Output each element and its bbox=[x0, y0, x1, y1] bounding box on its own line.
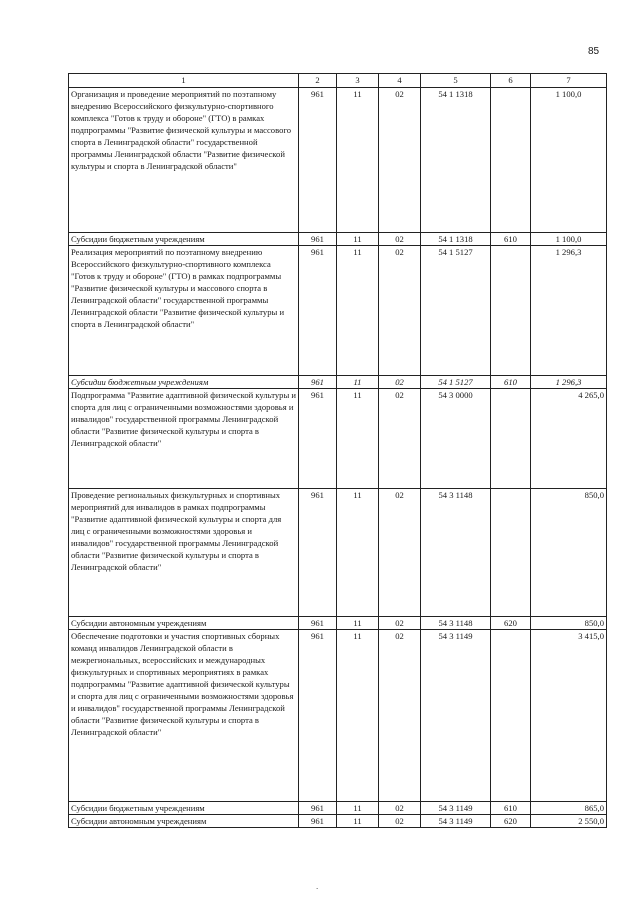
row-code-target: 54 3 1149 bbox=[421, 630, 491, 802]
row-code-section: 11 bbox=[337, 389, 379, 489]
row-code-expense-type bbox=[491, 88, 531, 233]
row-code-section: 11 bbox=[337, 617, 379, 630]
table-row bbox=[69, 802, 607, 815]
row-amount: 1 296,3 bbox=[531, 246, 607, 376]
row-description: Субсидии бюджетным учреждениям bbox=[69, 233, 299, 246]
table-row bbox=[69, 389, 607, 489]
row-code-ministry: 961 bbox=[299, 376, 337, 389]
footer-mark: . bbox=[316, 882, 319, 891]
row-description: Субсидии автономным учреждениям bbox=[69, 815, 299, 828]
row-amount: 1 100,0 bbox=[531, 233, 607, 246]
row-code-subsection: 02 bbox=[379, 489, 421, 617]
row-code-subsection: 02 bbox=[379, 630, 421, 802]
row-code-section: 11 bbox=[337, 489, 379, 617]
table-row bbox=[69, 233, 607, 246]
row-code-subsection: 02 bbox=[379, 88, 421, 233]
row-amount: 1 296,3 bbox=[531, 376, 607, 389]
row-code-target: 54 1 5127 bbox=[421, 376, 491, 389]
row-code-expense-type: 610 bbox=[491, 376, 531, 389]
row-code-ministry: 961 bbox=[299, 88, 337, 233]
row-code-subsection: 02 bbox=[379, 246, 421, 376]
row-description: Подпрограмма "Развитие адаптивной физической культуры и спорта для лиц с ограниченными возможностями здоровья и инвалидов" государственной программы Ленинградской области "Развитие физической культуры и спорта в Ленинградской области" bbox=[69, 389, 299, 489]
row-code-ministry: 961 bbox=[299, 802, 337, 815]
row-code-subsection: 02 bbox=[379, 389, 421, 489]
column-header-3: 3 bbox=[337, 74, 379, 88]
row-code-subsection: 02 bbox=[379, 617, 421, 630]
table-row bbox=[69, 88, 607, 233]
row-amount: 850,0 bbox=[531, 489, 607, 617]
row-code-ministry: 961 bbox=[299, 815, 337, 828]
row-code-ministry: 961 bbox=[299, 617, 337, 630]
row-amount: 865,0 bbox=[531, 802, 607, 815]
row-description: Обеспечение подготовки и участия спортивных сборных команд инвалидов Ленинградской области в межрегиональных, всероссийских и международных физкультурных и спортивных мероприятиях в рамках подпрограммы "Развитие адаптивной физической культуры и спорта для лиц с ограниченными возможностями здоровья и инвалидов" государственной программы Ленинградской области "Развитие физической культуры и спорта в Ленинградской области" bbox=[69, 630, 299, 802]
row-code-section: 11 bbox=[337, 376, 379, 389]
row-code-ministry: 961 bbox=[299, 389, 337, 489]
row-code-ministry: 961 bbox=[299, 489, 337, 617]
row-amount: 850,0 bbox=[531, 617, 607, 630]
row-code-section: 11 bbox=[337, 246, 379, 376]
table-row bbox=[69, 815, 607, 828]
row-code-target: 54 3 1148 bbox=[421, 617, 491, 630]
row-code-subsection: 02 bbox=[379, 376, 421, 389]
row-code-section: 11 bbox=[337, 88, 379, 233]
row-code-expense-type bbox=[491, 246, 531, 376]
row-code-expense-type: 620 bbox=[491, 815, 531, 828]
row-description: Проведение региональных физкультурных и спортивных мероприятий для инвалидов в рамках подпрограммы "Развитие адаптивной физической культуры и спорта для лиц с ограниченными возможностями здоровья и инвалидов" государственной программы Ленинградской области "Развитие физической культуры и спорта в Ленинградской области" bbox=[69, 489, 299, 617]
column-header-4: 4 bbox=[379, 74, 421, 88]
row-code-target: 54 3 1149 bbox=[421, 815, 491, 828]
row-code-section: 11 bbox=[337, 233, 379, 246]
row-code-expense-type: 610 bbox=[491, 802, 531, 815]
table-row bbox=[69, 617, 607, 630]
row-code-target: 54 3 1149 bbox=[421, 802, 491, 815]
row-code-expense-type: 620 bbox=[491, 617, 531, 630]
row-code-subsection: 02 bbox=[379, 815, 421, 828]
table-header-row bbox=[69, 74, 607, 88]
row-description: Субсидии бюджетным учреждениям bbox=[69, 376, 299, 389]
row-code-target: 54 3 1148 bbox=[421, 489, 491, 617]
row-code-ministry: 961 bbox=[299, 233, 337, 246]
row-amount: 2 550,0 bbox=[531, 815, 607, 828]
row-amount: 1 100,0 bbox=[531, 88, 607, 233]
row-code-ministry: 961 bbox=[299, 630, 337, 802]
row-code-target: 54 1 1318 bbox=[421, 233, 491, 246]
row-code-expense-type bbox=[491, 630, 531, 802]
row-code-target: 54 3 0000 bbox=[421, 389, 491, 489]
row-amount: 4 265,0 bbox=[531, 389, 607, 489]
row-code-subsection: 02 bbox=[379, 802, 421, 815]
table-row bbox=[69, 246, 607, 376]
row-amount: 3 415,0 bbox=[531, 630, 607, 802]
column-header-6: 6 bbox=[491, 74, 531, 88]
column-header-5: 5 bbox=[421, 74, 491, 88]
budget-table bbox=[68, 73, 607, 828]
table-row bbox=[69, 376, 607, 389]
table-row bbox=[69, 630, 607, 802]
table-row bbox=[69, 489, 607, 617]
row-code-target: 54 1 5127 bbox=[421, 246, 491, 376]
row-code-ministry: 961 bbox=[299, 246, 337, 376]
column-header-2: 2 bbox=[299, 74, 337, 88]
row-description: Реализация мероприятий по поэтапному внедрению Всероссийского физкультурно-спортивного комплекса "Готов к труду и обороне" (ГТО) в рамках подпрограммы "Развитие физической культуры и массового спорта в Ленинградской области" государственной программы Ленинградской области "Развитие физической культуры и спорта в Ленинградской области" bbox=[69, 246, 299, 376]
row-description: Организация и проведение мероприятий по поэтапному внедрению Всероссийского физкультурно-спортивного комплекса "Готов к труду и обороне" (ГТО) в рамках подпрограммы "Развитие физической культуры и массового спорта в Ленинградской области" государственной программы Ленинградской области "Развитие физической культуры и спорта в Ленинградской области" bbox=[69, 88, 299, 233]
row-code-section: 11 bbox=[337, 802, 379, 815]
page-number: 85 bbox=[588, 46, 600, 57]
column-header-1: 1 bbox=[69, 74, 299, 88]
row-code-section: 11 bbox=[337, 815, 379, 828]
row-code-expense-type bbox=[491, 389, 531, 489]
row-description: Субсидии бюджетным учреждениям bbox=[69, 802, 299, 815]
row-code-target: 54 1 1318 bbox=[421, 88, 491, 233]
row-code-subsection: 02 bbox=[379, 233, 421, 246]
row-code-expense-type bbox=[491, 489, 531, 617]
row-description: Субсидии автономным учреждениям bbox=[69, 617, 299, 630]
row-code-section: 11 bbox=[337, 630, 379, 802]
row-code-expense-type: 610 bbox=[491, 233, 531, 246]
column-header-7: 7 bbox=[531, 74, 607, 88]
